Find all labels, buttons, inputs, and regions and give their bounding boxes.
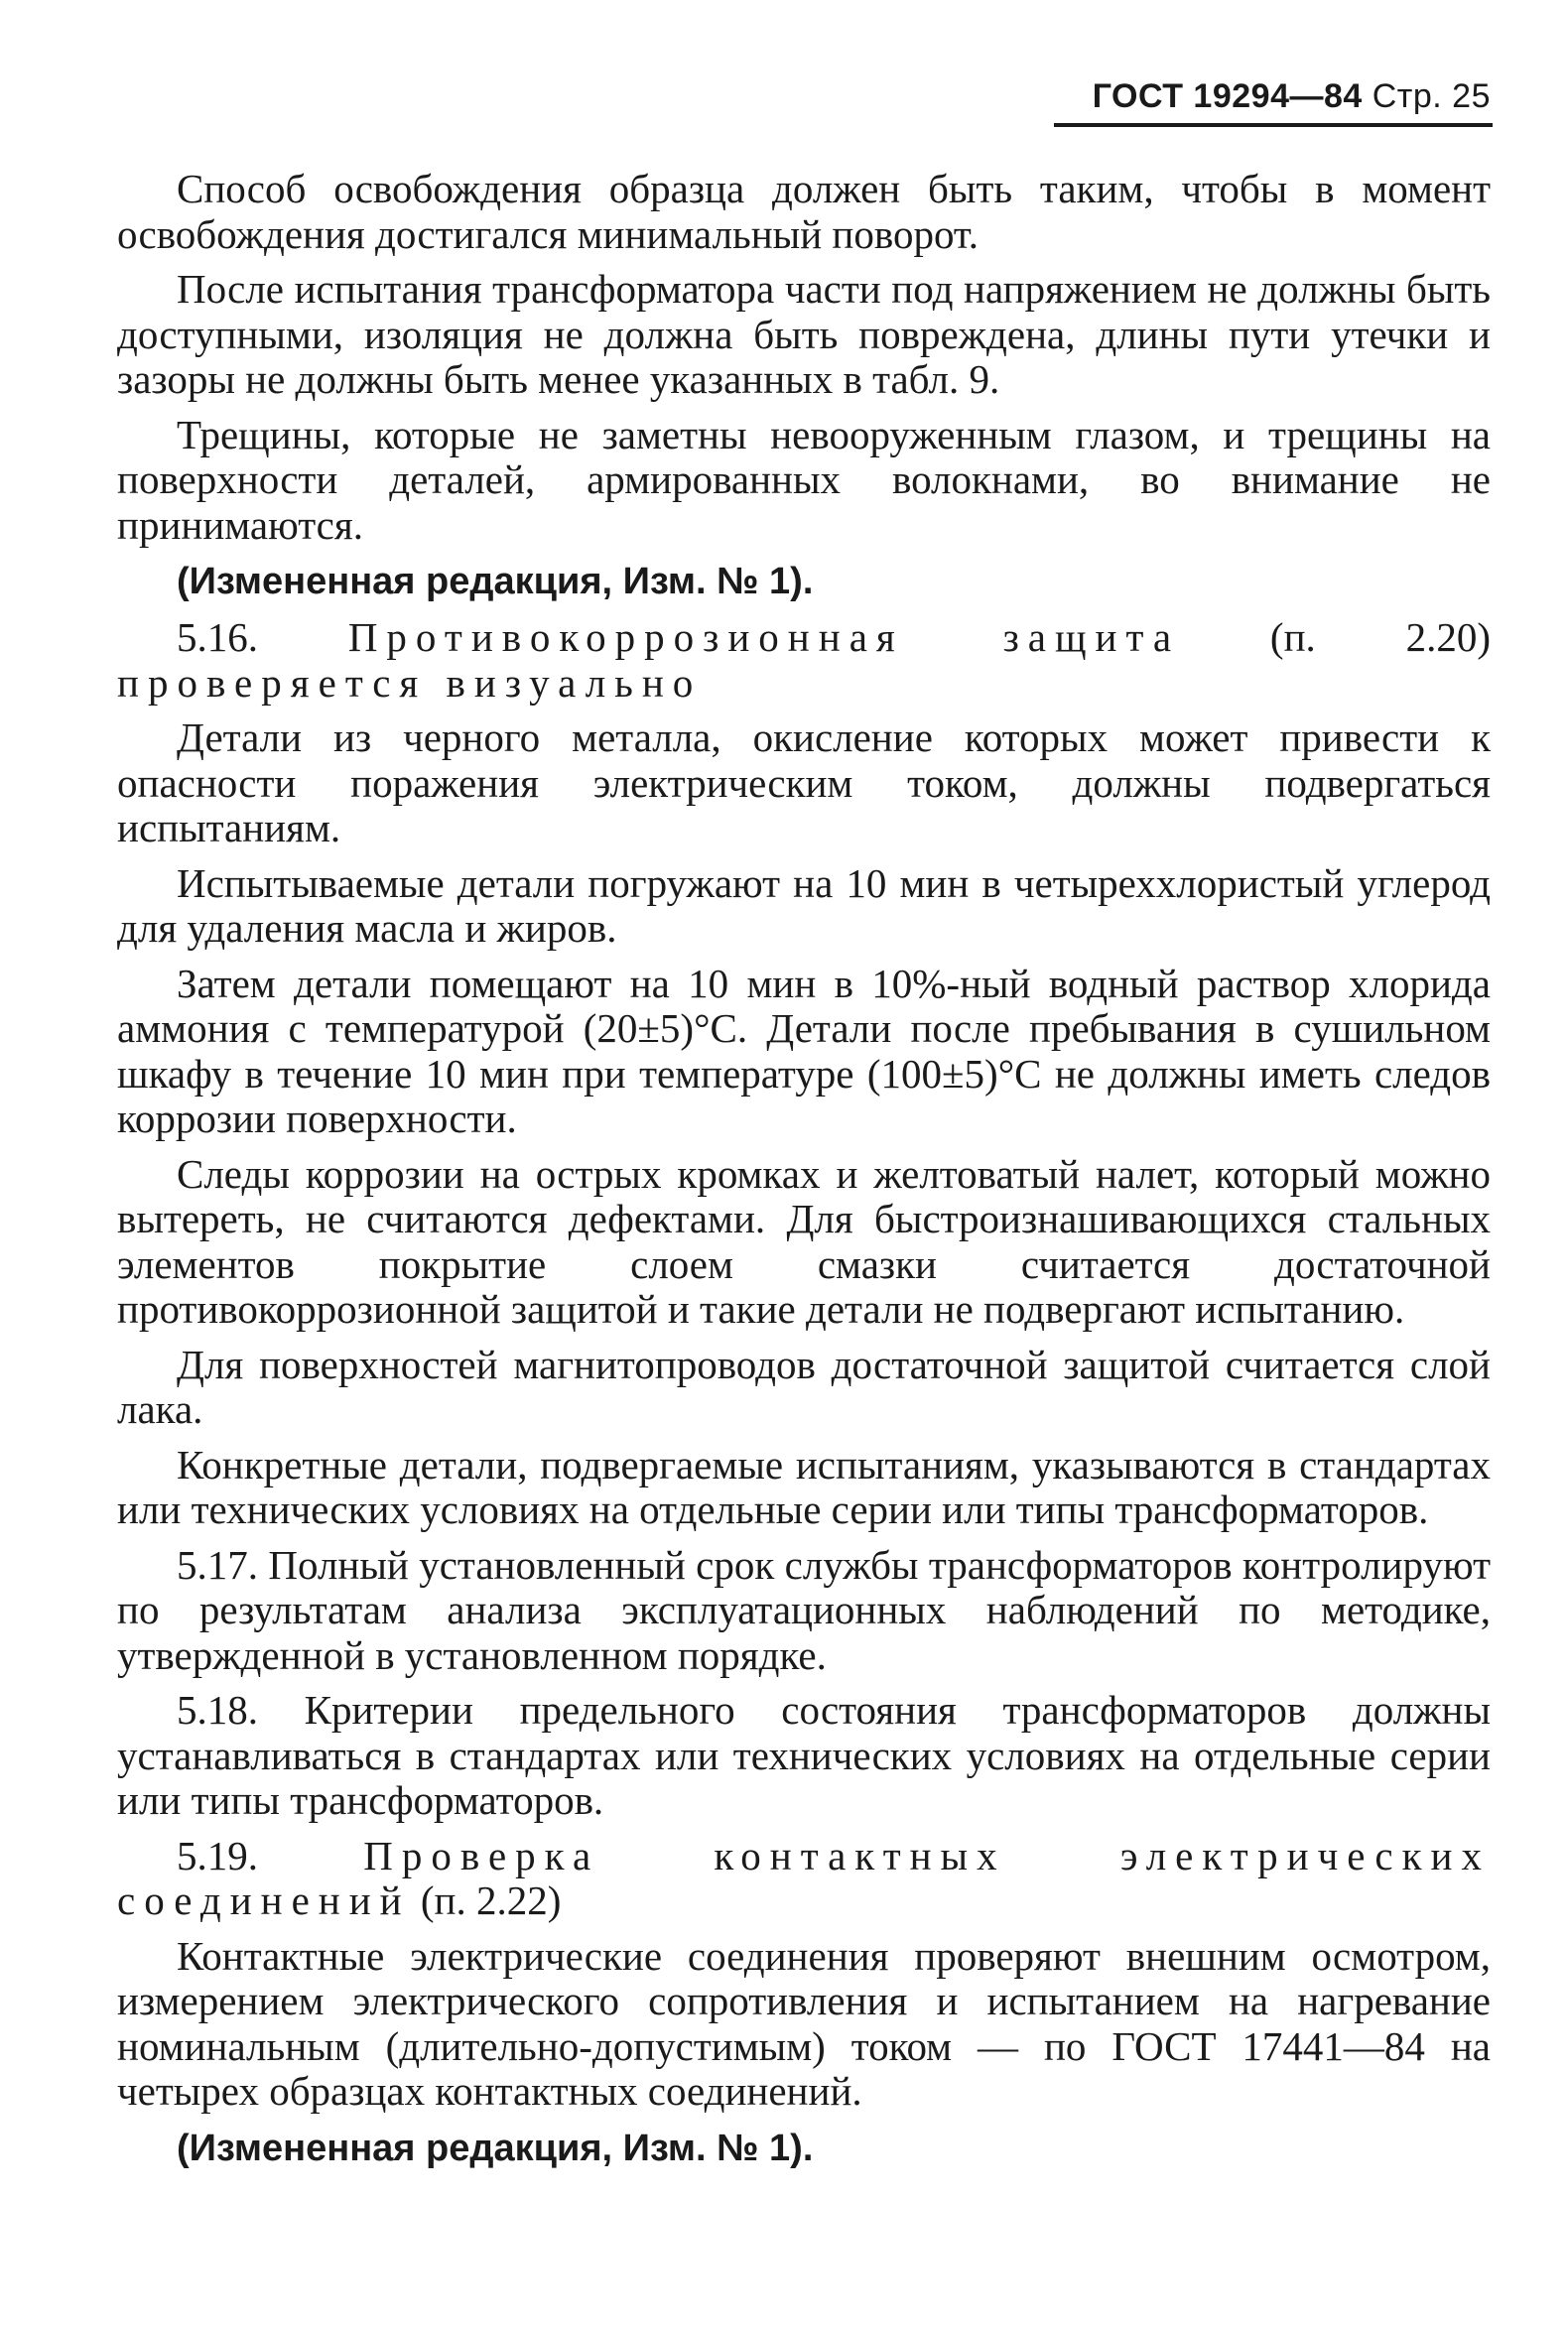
- paragraph: После испытания трансформатора части под напряжением не должны быть доступными, изоляция не должна быть повреждена, длины пути утечки и зазоры не должны быть менее указанных в табл. 9.: [117, 266, 1491, 402]
- gost-number: ГОСТ 19294—84: [1092, 77, 1363, 115]
- paragraph: Способ освобождения образца должен быть таким, чтобы в момент освобождения достигался минимальный поворот.: [117, 166, 1491, 257]
- paragraph: Испытываемые детали погружают на 10 мин в четыреххлористый углерод для удаления масла и жиров.: [117, 859, 1491, 951]
- section-heading-5-16: [117, 615, 1491, 706]
- amendment-note: (Измененная редакция, Изм. № 1).: [177, 2127, 814, 2169]
- header-rule: [1054, 123, 1493, 127]
- document-body: [117, 167, 1491, 2182]
- section-number: 5.19.: [177, 1832, 258, 1878]
- paragraph: Затем детали помещают на 10 мин в 10%-ный водный раствор хлорида аммония с температурой (20±5)°С. Детали после пребывания в сушильном шкафу в течение 10 мин при температуре (100±5)°С не должны иметь следов коррозии поверхности.: [117, 960, 1491, 1141]
- paragraph: Контактные электрические соединения проверяют внешним осмотром, измерением электрического сопротивления и испытанием на нагревание номинальным (длительно-допустимым) током — по ГОСТ 17441—84 на четырех образцах контактных соединений.: [117, 1932, 1491, 2114]
- paragraph: Трещины, которые не заметны невооруженным глазом, и трещины на поверхности деталей, армированных волокнами, во внимание не принимаются.: [117, 411, 1491, 548]
- paragraph: Следы коррозии на острых кромках и желтоватый налет, который можно вытереть, не считаются дефектами. Для быстроизнашивающихся стальных элементов покрытие слоем смазки считается достаточной противокоррозионной защитой и такие детали не подвергают испытанию.: [117, 1150, 1491, 1332]
- page-number: Стр. 25: [1372, 77, 1491, 115]
- paragraph: Для поверхностей магнитопроводов достаточной защитой считается слой лака.: [117, 1341, 1491, 1432]
- page-header: [1052, 77, 1491, 116]
- paragraph-5-17: 5.17. Полный установленный срок службы трансформаторов контролируют по результатам анализа эксплуатационных наблюдений по методике, утвержденной в установленном порядке.: [117, 1541, 1491, 1678]
- amendment-note: (Измененная редакция, Изм. № 1).: [177, 561, 814, 602]
- section-heading-5-19: [117, 1834, 1491, 1924]
- section-title: Проверка контактных электрических соединений: [117, 1832, 1491, 1923]
- section-number: 5.16.: [177, 614, 258, 660]
- paragraph: Конкретные детали, подвергаемые испытаниям, указываются в стандартах или технических условиях на отдельные серии или типы трансформаторов.: [117, 1441, 1491, 1532]
- section-title-tail: проверяется визуально: [117, 659, 703, 706]
- paragraph-5-18: 5.18. Критерии предельного состояния трансформаторов должны устанавливаться в стандартах или технических условиях на отдельные серии или типы трансформаторов.: [117, 1687, 1491, 1823]
- paragraph: Детали из черного металла, окисление которых может привести к опасности поражения электрическим током, должны подвергаться испытаниям.: [117, 714, 1491, 850]
- section-reference: (п. 2.20): [1269, 614, 1491, 660]
- section-title: Противокоррозионная защита: [347, 614, 1181, 660]
- section-reference: (п. 2.22): [420, 1877, 562, 1923]
